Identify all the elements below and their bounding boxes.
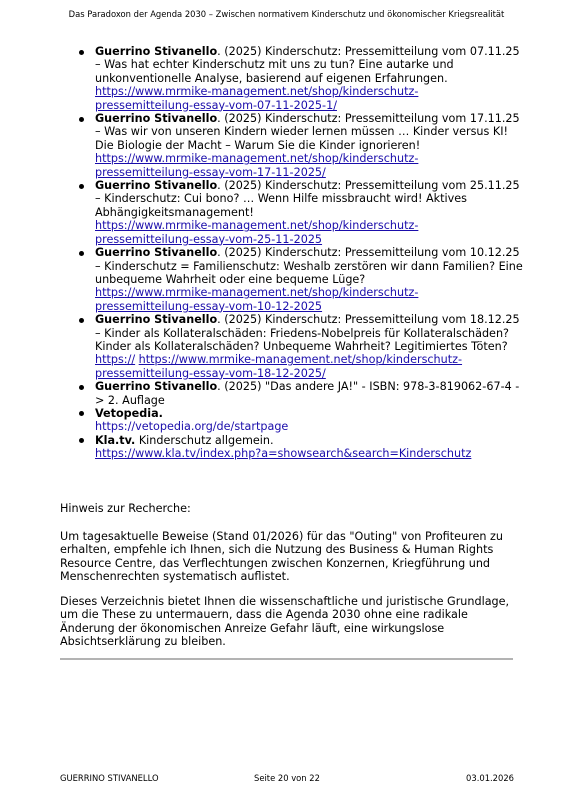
horizontal-rule — [60, 658, 513, 660]
reference-author: Guerrino Stivanello — [95, 313, 218, 327]
reference-text: Kinderschutz allgemein. — [135, 433, 274, 447]
reference-link-prefix[interactable]: https:// — [95, 353, 136, 367]
reference-item — [95, 380, 525, 407]
reference-link[interactable]: https://www.mrmike-management.net/shop/kinderschutz- pressemitteilung-essay-vom-18-12-2025/ — [95, 353, 463, 380]
reference-item — [95, 434, 525, 461]
reference-author: Guerrino Stivanello — [95, 179, 218, 193]
page-header: Das Paradoxon der Agenda 2030 – Zwischen normativem Kinderschutz und ökonomischer Kriegsrealität — [68, 9, 505, 19]
reference-item — [95, 313, 525, 380]
reference-list — [95, 45, 525, 461]
reference-item — [95, 246, 525, 313]
reference-link[interactable]: https://www.kla.tv/index.php?a=showsearch&search=Kinderschutz — [95, 447, 472, 461]
footer-page-number: Seite 20 von 22 — [254, 773, 320, 783]
reference-text: . (2025) Kinderschutz: Pressemitteilung vom 17.11.25 – Was wir von unseren Kindern wieder lernen müssen … Kinder versus KI! Die Biologie der Macht – Warum Sie die Kinder ignorieren! — [95, 112, 520, 152]
reference-author: Guerrino Stivanello — [95, 380, 218, 394]
reference-author: Kla.tv. — [95, 433, 136, 447]
footer-author: GUERRINO STIVANELLO — [60, 773, 159, 783]
research-note-heading: Hinweis zur Recherche: — [60, 502, 191, 515]
reference-text: . (2025) "Das andere JA!" - ISBN: 978-3-819062-67-4 -> 2. Auflage — [95, 380, 520, 407]
research-note-paragraph: Um tagesaktuelle Beweise (Stand 01/2026) für das "Outing" von Profiteuren zu erhalten, empfehle ich Ihnen, sich die Nutzung des Business & Human Rights Resource Centre, das Verflechtungen zwischen Konzernen, Kriegführung und Menschenrechten systematisch auflistet. — [60, 530, 503, 584]
reference-author: Guerrino Stivanello — [95, 246, 218, 260]
reference-author: Guerrino Stivanello — [95, 45, 218, 58]
reference-link[interactable]: https://vetopedia.org/de/startpage — [95, 420, 289, 434]
reference-item — [95, 179, 525, 246]
reference-text: . (2025) Kinderschutz: Pressemitteilung vom 10.12.25 – Kinderschutz = Familienschutz: Weshalb zerstören wir dann Familien? Eine unbequeme Wahrheit oder eine bequeme Lüge? — [95, 246, 523, 286]
reference-link[interactable]: https://www.mrmike-management.net/shop/kinderschutz- pressemitteilung-essay-vom-17-11-2025/ — [95, 152, 419, 179]
reference-link[interactable]: https://www.mrmike-management.net/shop/kinderschutz- pressemitteilung-essay-vom-07-11-2025-1/ — [95, 85, 419, 112]
reference-text: . (2025) Kinderschutz: Pressemitteilung vom 25.11.25 – Kinderschutz: Cui bono? … Wenn Hilfe missbraucht wird! Aktives Abhängigkeitsmanagement! — [95, 179, 520, 219]
reference-text: . (2025) Kinderschutz: Pressemitteilung vom 07.11.25 – Was hat echter Kinderschutz mit uns zu tun? Eine autarke und unkonventionelle Analyse, basierend auf eigenen Erfahrungen. — [95, 45, 520, 85]
reference-link[interactable]: https://www.mrmike-management.net/shop/kinderschutz- pressemitteilung-essay-vom-25-11-2025 — [95, 219, 419, 246]
research-note-paragraph: Dieses Verzeichnis bietet Ihnen die wissenschaftliche und juristische Grundlage, um die These zu untermauern, dass die Agenda 2030 ohne eine radikale Änderung der ökonomischen Anreize Gefahr läuft, eine wirkungslose Absichtserklärung zu bleiben. — [60, 595, 510, 649]
reference-link-group — [95, 353, 525, 380]
reference-author: Guerrino Stivanello — [95, 112, 218, 126]
reference-item — [95, 112, 525, 179]
reference-link[interactable]: https://www.mrmike-management.net/shop/kinderschutz- pressemitteilung-essay-vom-10-12-2025 — [95, 286, 419, 313]
reference-author: Vetopedia. — [95, 406, 163, 420]
reference-item — [95, 45, 525, 112]
reference-text: . (2025) Kinderschutz: Pressemitteilung vom 18.12.25 – Kinder als Kollateralschäden: Friedens-Nobelpreis für Kollateralschäden? Kinder als Kollateralschäden? Unbequeme Wahrheit? Legitimiertes Töten? — [95, 313, 520, 353]
footer-date: 03.01.2026 — [466, 773, 514, 783]
reference-item — [95, 407, 525, 434]
